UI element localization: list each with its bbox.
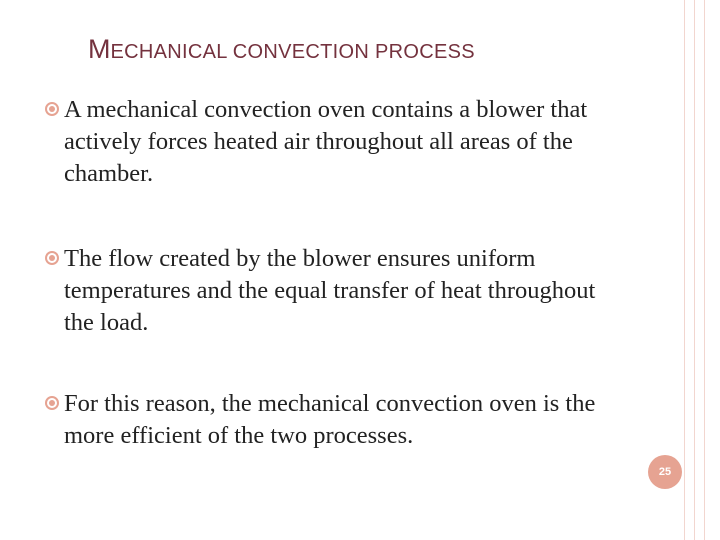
bullet-text: A mechanical convection oven contains a blower that actively forces heated air throughout all areas of the chamber.: [64, 96, 588, 187]
decorative-rule: [704, 0, 705, 540]
bullet-icon: [45, 396, 59, 410]
page-number-badge: 25: [648, 455, 682, 489]
bullet-text: The flow created by the blower ensures uniform temperatures and the equal transfer of heat throughout the load.: [64, 245, 596, 336]
decorative-rule: [684, 0, 685, 540]
slide-title: [88, 34, 648, 65]
title-rest: ECHANICAL CONVECTION PROCESS: [110, 41, 475, 63]
bullet-item: [45, 388, 625, 452]
decorative-rule: [694, 0, 695, 540]
bullet-item: [45, 243, 625, 339]
bullet-icon: [45, 102, 59, 116]
bullet-item: [45, 94, 625, 190]
bullet-icon: [45, 251, 59, 265]
bullet-text: For this reason, the mechanical convection oven is the more efficient of the two processes.: [64, 390, 596, 449]
title-first-letter: M: [88, 34, 111, 64]
